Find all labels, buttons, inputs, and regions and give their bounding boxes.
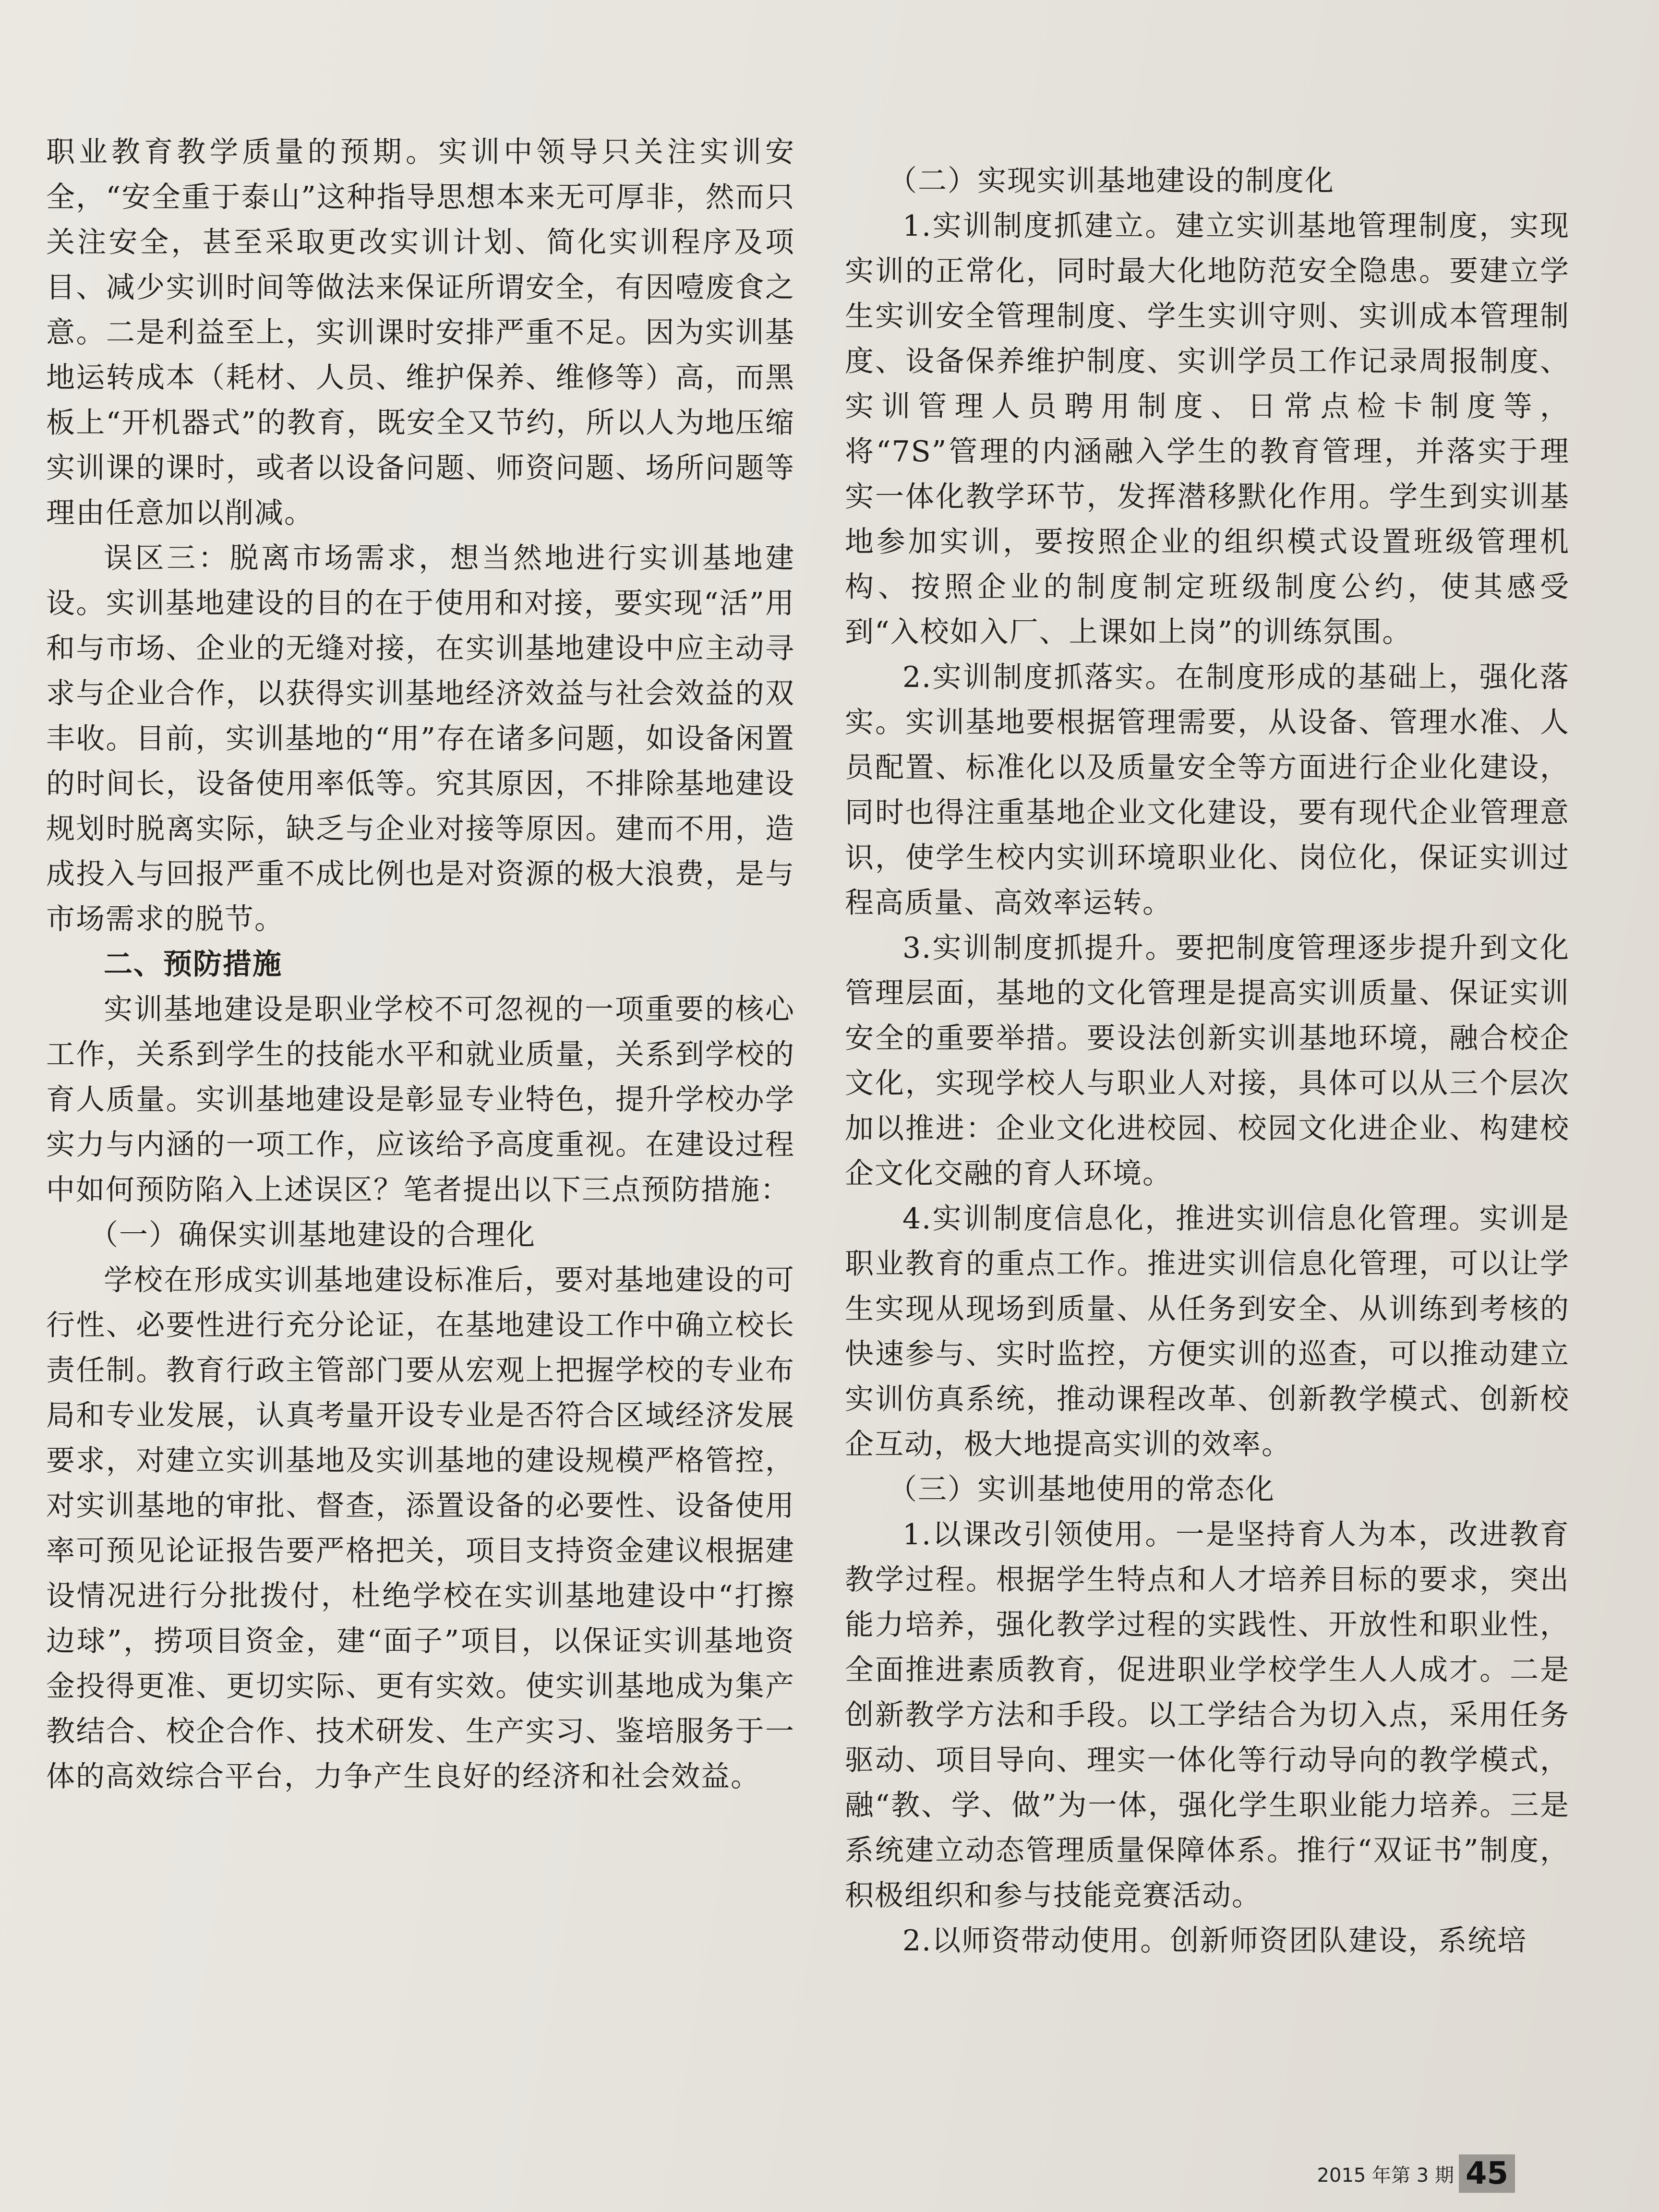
paragraph: 职业教育教学质量的预期。实训中领导只关注实训安全，“安全重于泰山”这种指导思想本来无可厚非，然而只关注安全，甚至采取更改实训计划、简化实训程序及项目、减少实训时间等做法来保证所谓安全，有因噎废食之意。二是利益至上，实训课时安排严重不足。因为实训基地运转成本（耗材、人员、维护保养、维修等）高，而黑板上“开机器式”的教育，既安全又节约，所以人为地压缩实训课的课时，或者以设备问题、师资问题、场所问题等理由任意加以削减。	[46, 135, 795, 530]
paragraph: 2.以师资带动使用。创新师资团队建设，系统培	[902, 1924, 1527, 1958]
section-heading: 二、预防措施	[104, 948, 282, 981]
subsection-heading: （三）实训基地使用的常态化	[888, 1473, 1275, 1506]
paragraph: 1.实训制度抓建立。建立实训基地管理制度，实现实训的正常化，同时最大化地防范安全隐患。要建立学生实训安全管理制度、学生实训守则、实训成本管理制度、设备保养维护制度、实训学员工作记录周报制度、实训管理人员聘用制度、日常点检卡制度等，将“7S”管理的内涵融入学生的教育管理，并落实于理实一体化教学环节，发挥潜移默化作用。学生到实训基地参加实训，要按照企业的组织模式设置班级管理机构、按照企业的制度制定班级制度公约，使其感受到“入校如入厂、上课如上岗”的训练氛围。	[845, 209, 1570, 649]
subsection-heading: （一）确保实训基地建设的合理化	[89, 1218, 536, 1252]
paragraph: 实训基地建设是职业学校不可忽视的一项重要的核心工作，关系到学生的技能水平和就业质量，关系到学校的育人质量。实训基地建设是彰显专业特色，提升学校办学实力与内涵的一项工作，应该给予高度重视。在建设过程中如何预防陷入上述误区？笔者提出以下三点预防措施：	[46, 993, 795, 1207]
page-footer	[1317, 2154, 1515, 2193]
paragraph: 误区三：脱离市场需求，想当然地进行实训基地建设。实训基地建设的目的在于使用和对接，要实现“活”用和与市场、企业的无缝对接，在实训基地建设中应主动寻求与企业合作，以获得实训基地经济效益与社会效益的双丰收。目前，实训基地的“用”存在诸多问题，如设备闲置的时间长，设备使用率低等。究其原因，不排除基地建设规划时脱离实际，缺乏与企业对接等原因。建而不用，造成投入与回报严重不成比例也是对资源的极大浪费，是与市场需求的脱节。	[46, 541, 795, 936]
page-number: 45	[1459, 2154, 1515, 2193]
issue-label: 2015 年第 3 期	[1317, 2164, 1454, 2187]
left-column	[46, 130, 795, 1799]
right-column	[845, 158, 1570, 1963]
paragraph: 3.实训制度抓提升。要把制度管理逐步提升到文化管理层面，基地的文化管理是提高实训质量、保证实训安全的重要举措。要设法创新实训基地环境，融合校企文化，实现学校人与职业人对接，具体可以从三个层次加以推进：企业文化进校园、校园文化进企业、构建校企文化交融的育人环境。	[845, 931, 1570, 1190]
paragraph: 学校在形成实训基地建设标准后，要对基地建设的可行性、必要性进行充分论证，在基地建设工作中确立校长责任制。教育行政主管部门要从宏观上把握学校的专业布局和专业发展，认真考量开设专业是否符合区域经济发展要求，对建立实训基地及实训基地的建设规模严格管控，对实训基地的审批、督查，添置设备的必要性、设备使用率可预见论证报告要严格把关，项目支持资金建议根据建设情况进行分批拨付，杜绝学校在实训基地建设中“打擦边球”，捞项目资金，建“面子”项目，以保证实训基地资金投得更准、更切实际、更有实效。使实训基地成为集产教结合、校企合作、技术研发、生产实习、鉴培服务于一体的高效综合平台，力争产生良好的经济和社会效益。	[46, 1263, 795, 1793]
paragraph: 4.实训制度信息化，推进实训信息化管理。实训是职业教育的重点工作。推进实训信息化管理，可以让学生实现从现场到质量、从任务到安全、从训练到考核的快速参与、实时监控，方便实训的巡查，可以推动建立实训仿真系统，推动课程改革、创新教学模式、创新校企互动，极大地提高实训的效率。	[845, 1202, 1570, 1461]
subsection-heading: （二）实现实训基地建设的制度化	[888, 164, 1334, 198]
paragraph: 2.实训制度抓落实。在制度形成的基础上，强化落实。实训基地要根据管理需要，从设备、管理水准、人员配置、标准化以及质量安全等方面进行企业化建设，同时也得注重基地企业文化建设，要有现代企业管理意识，使学生校内实训环境职业化、岗位化，保证实训过程高质量、高效率运转。	[845, 661, 1570, 920]
paragraph: 1.以课改引领使用。一是坚持育人为本，改进教育教学过程。根据学生特点和人才培养目标的要求，突出能力培养，强化教学过程的实践性、开放性和职业性，全面推进素质教育，促进职业学校学生人人成才。二是创新教学方法和手段。以工学结合为切入点，采用任务驱动、项目导向、理实一体化等行动导向的教学模式，融“教、学、做”为一体，强化学生职业能力培养。三是系统建立动态管理质量保障体系。推行“双证书”制度，积极组织和参与技能竞赛活动。	[845, 1518, 1570, 1912]
